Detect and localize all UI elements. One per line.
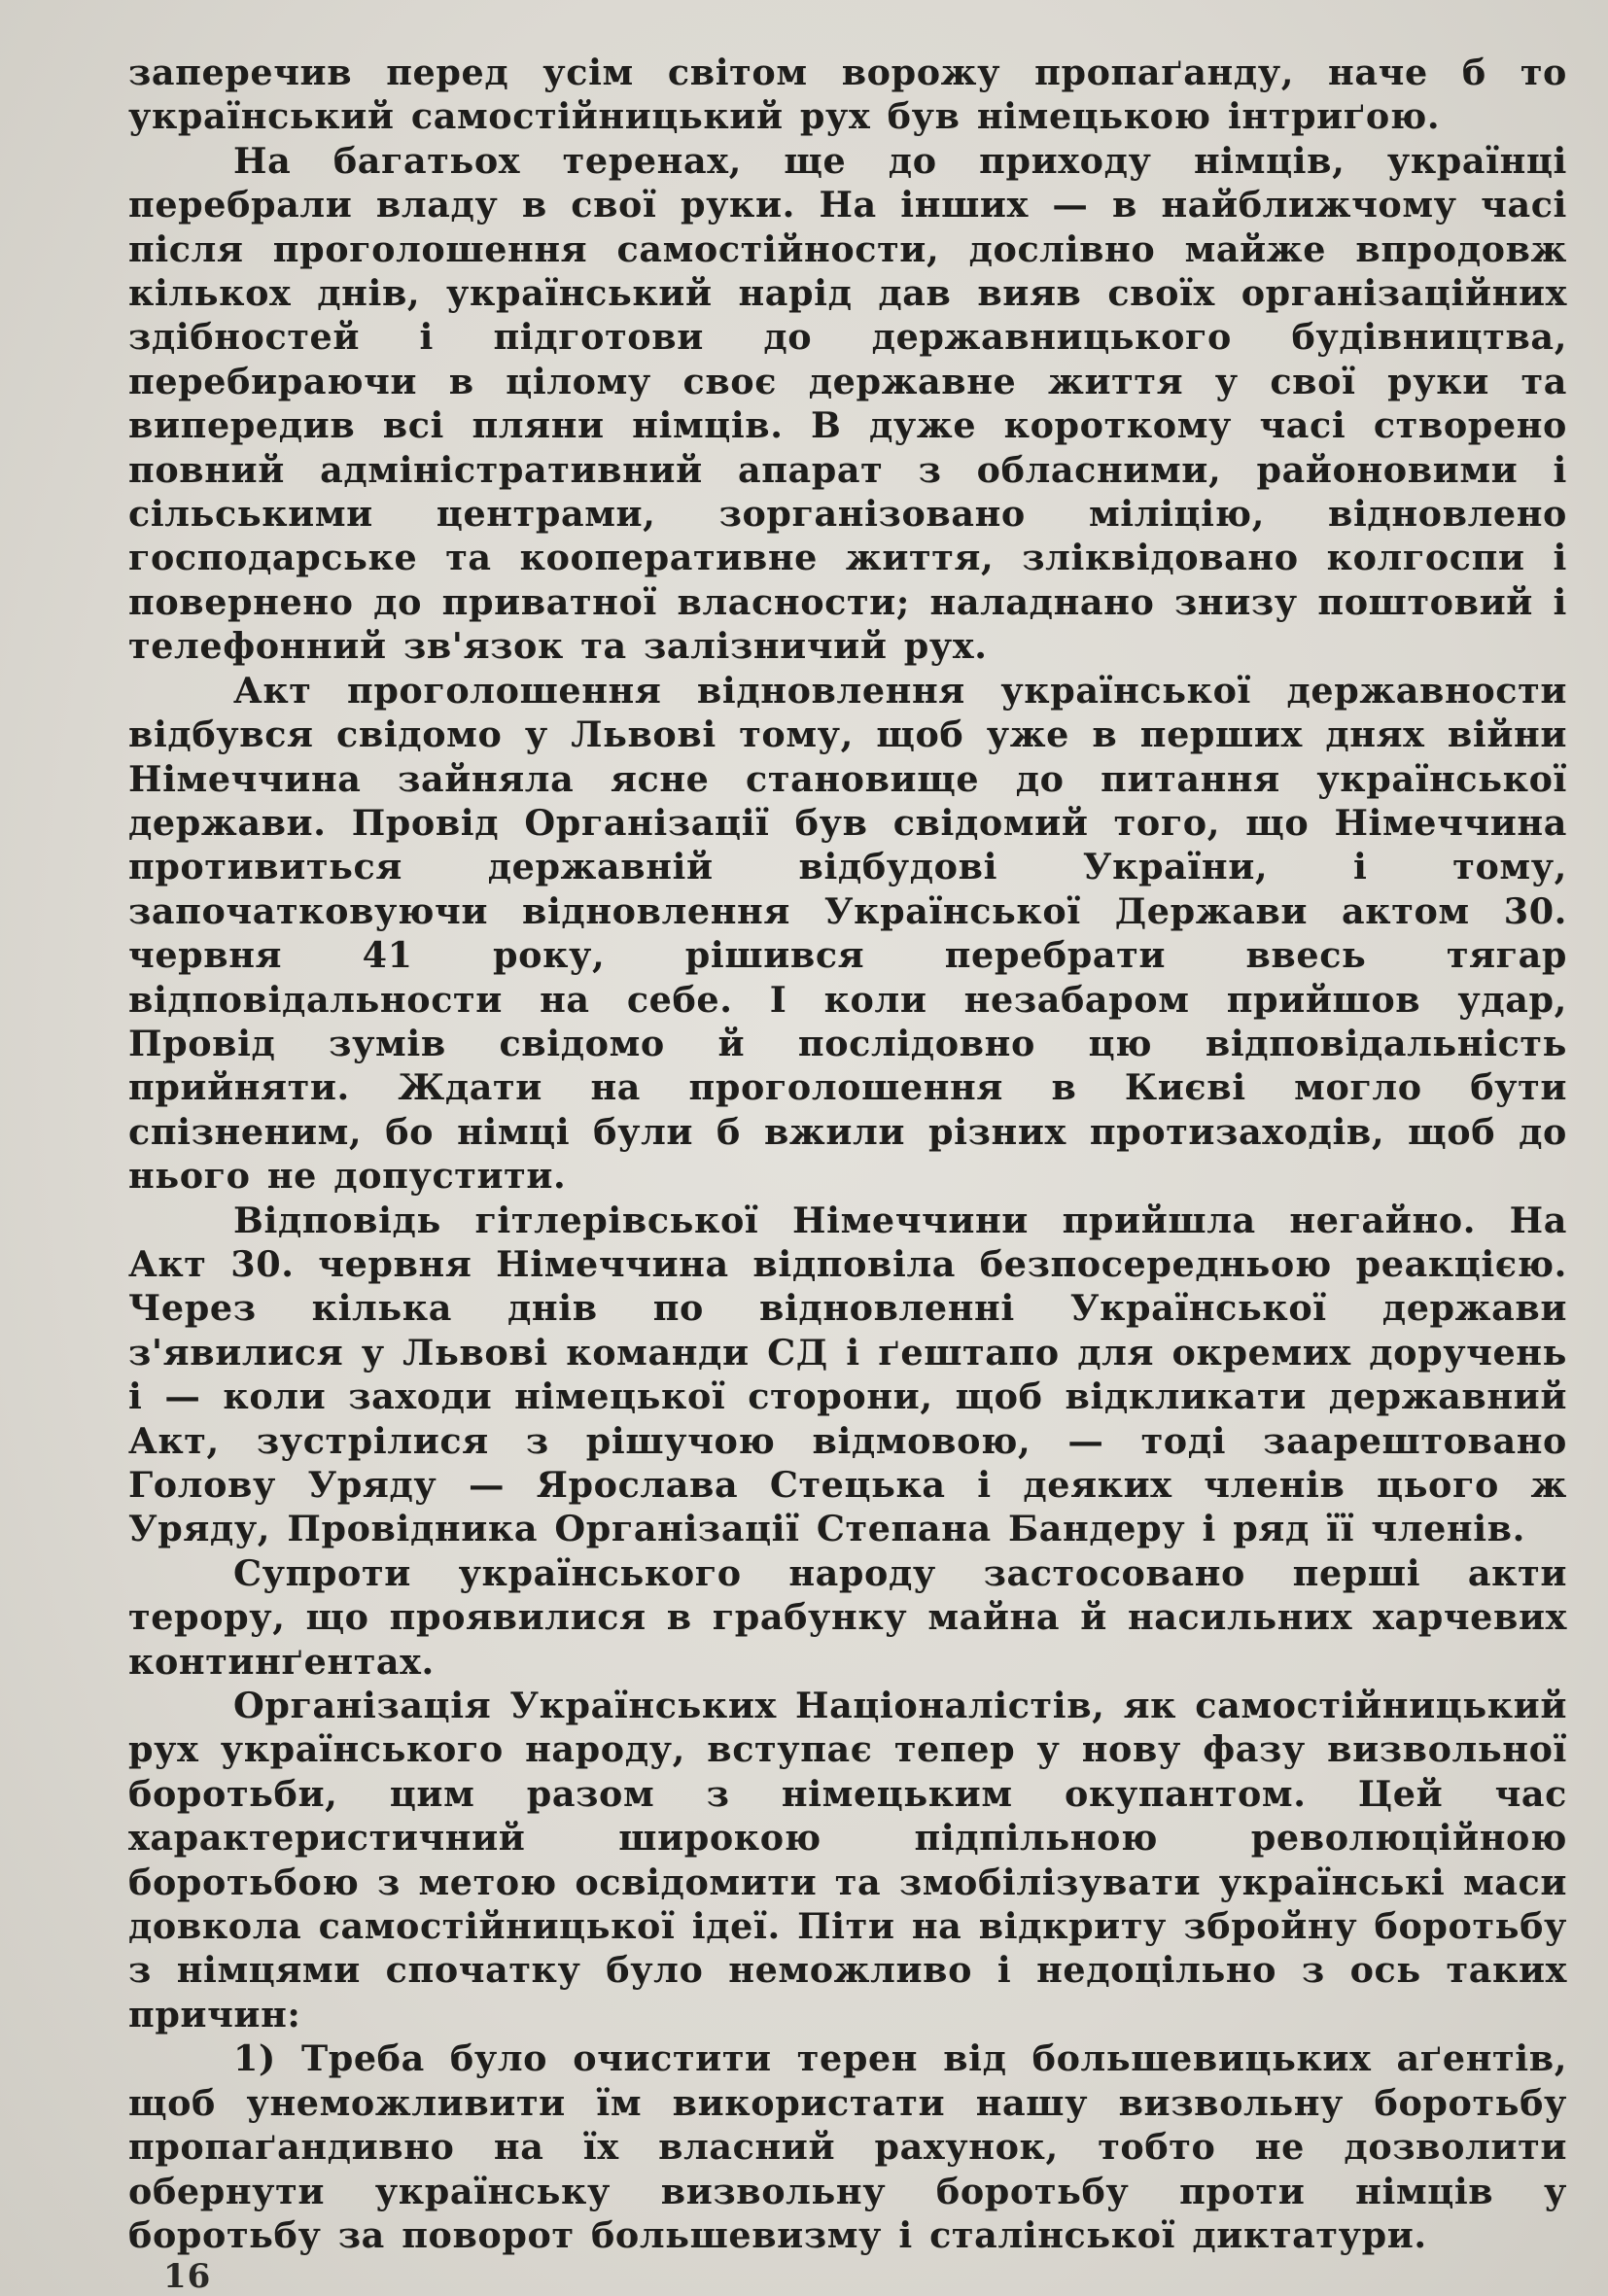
body-text <box>128 51 1567 2257</box>
paragraph: заперечив перед усім світом ворожу пропаґанду, наче б то український самостійницький рух був німецькою інтриґою. <box>128 52 1567 138</box>
paragraph: Супроти українського народу застосовано перші акти терору, що проявилися в грабунку майна й насильних харчевих континґентах. <box>128 1551 1567 1683</box>
paragraph: Відповідь гітлерівської Німеччини прийшла негайно. На Акт 30. червня Німеччина відповіла безпосередньою реакцією. Через кілька днів по відновленні Української держави з'явилися у Львові команди СД і ґештапо для окремих доручень і — коли заходи німецької сторони, щоб відкликати державний Акт, зустрілися з рішучою відмовою, — тоді заарештовано Голову Уряду — Ярослава Стецька і деяких членів цього ж Уряду, Провідника Організації Степана Бандеру і ряд її членів. <box>128 1199 1567 1550</box>
paragraph: На багатьох теренах, ще до приходу німців, українці перебрали владу в свої руки. На інших — в найближчому часі після проголошення самостійности, дослівно майже впродовж кількох днів, український нарід дав вияв своїх організаційних здібностей і підготови до державницького будівництва, перебираючи в цілому своє державне життя у свої руки та випередив всі пляни німців. В дуже короткому часі створено повний адміністративний апарат з обласними, районовими і сільськими центрами, зорганізовано міліцію, відновлено господарське та кооперативне життя, зліквідовано колгоспи і повернено до приватної власности; наладнано знизу поштовий і телефонний зв'язок та залізничий рух. <box>128 139 1567 668</box>
paragraph: Організація Українських Націоналістів, як самостійницький рух українського народу, вступає тепер у нову фазу визвольної боротьби, цим разом з німецьким окупантом. Цей час характеристичний широкою підпільною революційною боротьбою з метою освідомити та змобілізувати українські маси довкола самостійницької ідеї. Піти на відкриту збройну боротьбу з німцями спочатку було неможливо і недоцільно з ось таких причин: <box>128 1685 1567 2035</box>
paragraph: Акт проголошення відновлення української державности відбувся свідомо у Львові тому, щоб уже в перших днях війни Німеччина зайняла ясне становище до питання української держави. Провід Організації був свідомий того, що Німеччина противиться державній відбудові України, і тому, започатковуючи відновлення Української Держави актом 30. червня 41 року, рішився перебрати ввесь тягар відповідальности на себе. І коли незабаром прийшов удар, Провід зумів свідомо й послідовно цю відповідальність прийняти. Ждати на проголошення в Києві могло бути спізненим, бо німці були б вжили різних протизаходів, щоб до нього не допустити. <box>128 669 1567 1198</box>
page-number: 16 <box>163 2257 212 2296</box>
paragraph: 1) Треба було очистити терен від большевицьких аґентів, щоб унеможливити їм використати нашу визвольну боротьбу пропаґандивно на їх власний рахунок, тобто не дозволити обернути українську визвольну боротьбу проти німців у боротьбу за поворот большевизму і сталінської диктатури. <box>128 2037 1567 2256</box>
